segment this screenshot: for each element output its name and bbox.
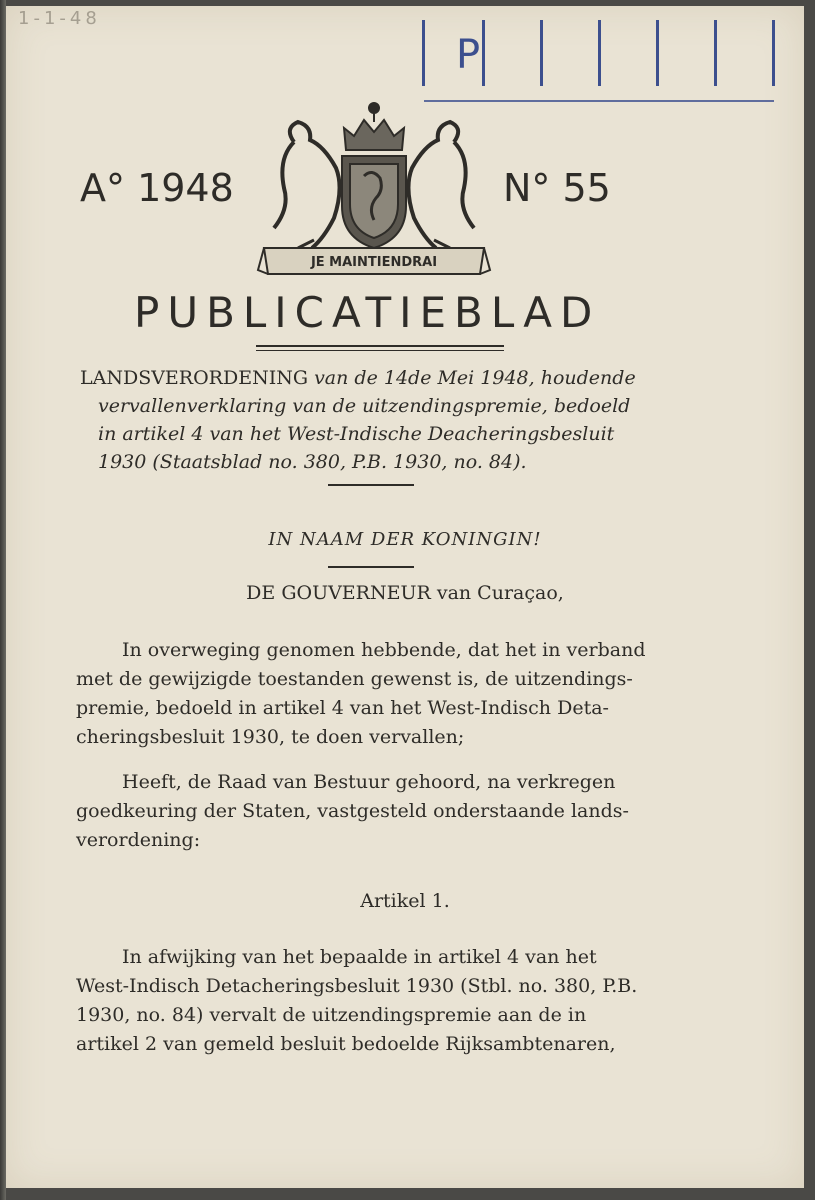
paragraph-line: 1930, no. 84) vervalt de uitzendingspremie aan de in [76,1004,587,1026]
paragraph-enacted [76,768,668,855]
stamp-bar [598,20,601,86]
handwritten-date: 1-1-48 [18,8,101,29]
page-title: PUBLICATIEBLAD [134,288,601,337]
stamp-bar [772,20,775,86]
stamp-bar [714,20,717,86]
paragraph-line: cheringsbesluit 1930, te doen vervallen; [76,726,465,748]
governor-line: DE GOUVERNEUR van Curaçao, [246,582,564,604]
proclamation-heading: IN NAAM DER KONINGIN! [268,529,542,550]
document-page [6,6,804,1188]
ordinance-intro [80,364,680,476]
ordinance-line: vervallenverklaring van de uitzendingspremie, bedoeld [98,395,631,417]
ordinance-line: 1930 (Staatsblad no. 380, P.B. 1930, no. 84). [98,451,527,473]
title-rule [256,345,504,347]
stamp-bar [540,20,543,86]
paragraph-line: met de gewijzigde toestanden gewenst is, de uitzendings- [76,668,633,690]
paragraph-considering [76,636,668,752]
archive-stamp [416,20,776,92]
section-divider [328,566,414,568]
paragraph-line: In afwijking van het bepaalde in artikel 4 van het [122,946,597,968]
coat-of-arms-icon [254,98,494,278]
crest-motto: JE MAINTIENDRAI [310,255,438,270]
number-label: N° 55 [503,166,611,210]
stamp-bar [482,20,485,86]
stamp-bar [422,20,425,86]
stamp-bar [656,20,659,86]
paragraph-line: Heeft, de Raad van Bestuur gehoord, na verkregen [122,771,616,793]
year-label: A° 1948 [80,166,234,210]
title-rule [256,350,504,351]
stamp-letter: P [456,32,481,78]
article-heading: Artikel 1. [360,890,450,912]
paragraph-line: premie, bedoeld in artikel 4 van het West-Indisch Deta- [76,697,609,719]
ordinance-lead: LANDSVERORDENING [80,367,309,389]
paragraph-line: West-Indisch Detacheringsbesluit 1930 (Stbl. no. 380, P.B. [76,975,638,997]
paragraph-line: goedkeuring der Staten, vastgesteld onderstaande lands- [76,800,629,822]
ordinance-line: van de 14de Mei 1948, houdende [308,367,636,389]
section-divider [328,484,414,486]
paragraph-article-1 [76,943,668,1059]
paragraph-line: verordening: [76,829,201,851]
paragraph-line: In overweging genomen hebbende, dat het in verband [122,639,646,661]
ordinance-line: in artikel 4 van het West-Indische Deacheringsbesluit [98,423,615,445]
paragraph-line: artikel 2 van gemeld besluit bedoelde Rijksambtenaren, [76,1033,616,1055]
